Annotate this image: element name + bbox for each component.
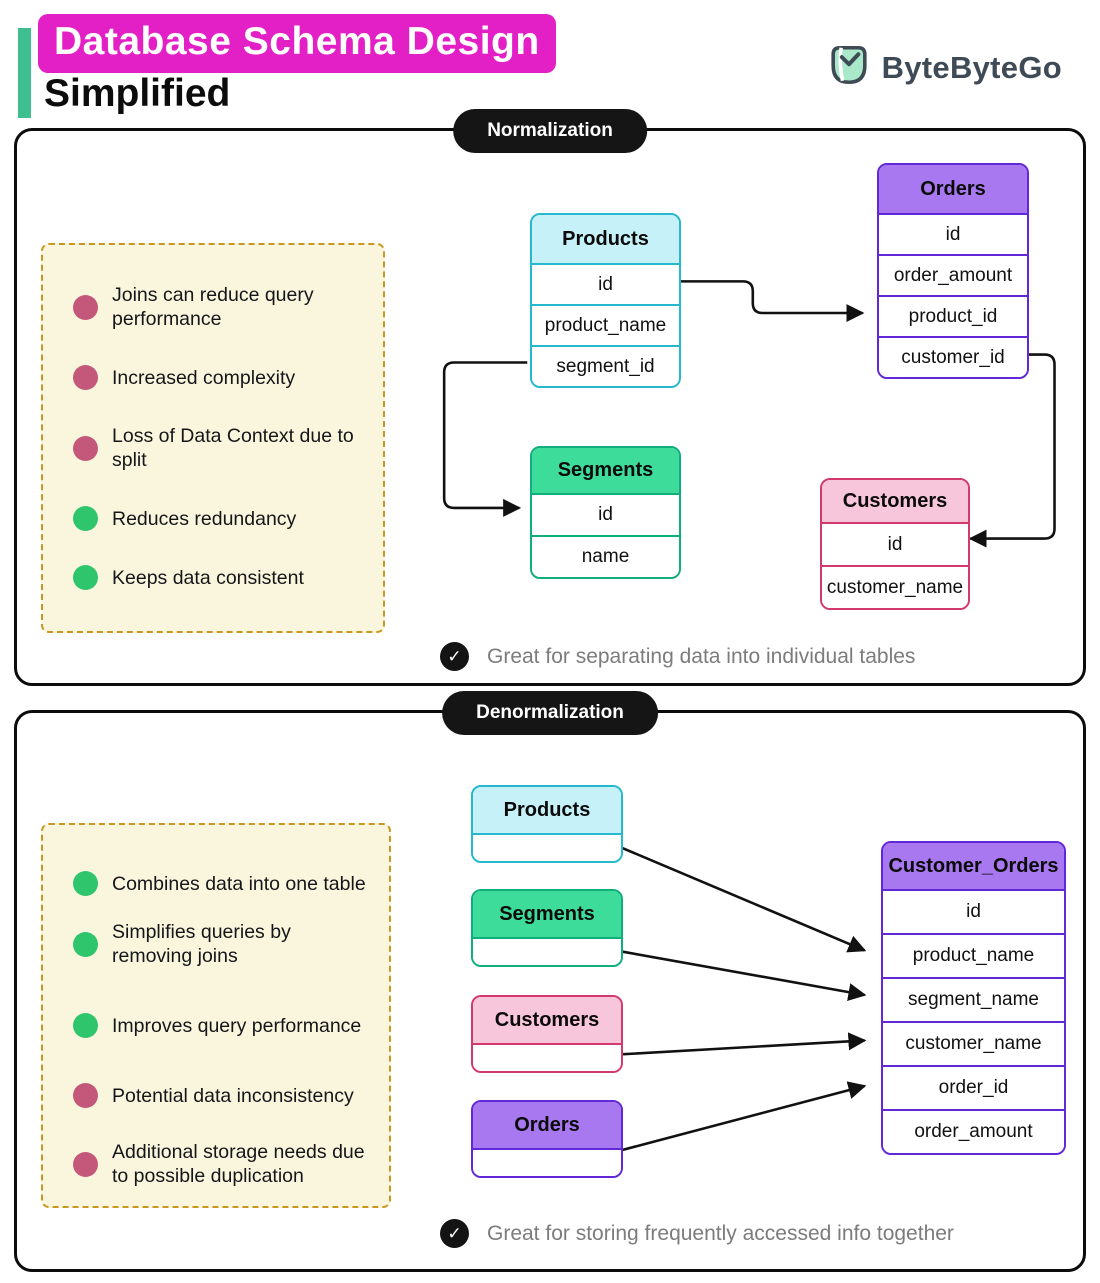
table-row-empty xyxy=(473,1148,621,1176)
list-item xyxy=(73,565,363,590)
brand-logo xyxy=(826,42,1062,93)
table-row: order_amount xyxy=(883,1109,1064,1153)
table-row: order_amount xyxy=(879,254,1027,295)
accent-bar xyxy=(18,28,31,118)
table-title: Customers xyxy=(822,480,968,522)
bytebytego-logo-icon xyxy=(826,42,872,93)
list-item xyxy=(73,1140,369,1188)
table-row: id xyxy=(883,889,1064,933)
point-text: Simplifies queries by removing joins xyxy=(112,921,291,967)
list-item xyxy=(73,424,363,472)
table-title: Products xyxy=(532,215,679,263)
point-text: Potential data inconsistency xyxy=(112,1084,354,1107)
table-products xyxy=(530,213,681,388)
con-bullet-icon xyxy=(73,295,98,320)
list-item xyxy=(73,1083,369,1108)
con-bullet-icon xyxy=(73,365,98,390)
point-text: Joins can reduce query performance xyxy=(112,284,314,330)
page-subtitle: Simplified xyxy=(44,72,231,115)
list-item xyxy=(73,283,363,331)
panel-footer xyxy=(440,1219,954,1248)
pro-bullet-icon xyxy=(73,565,98,590)
table-row: segment_id xyxy=(532,345,679,386)
source-table-products xyxy=(471,785,623,863)
table-row: id xyxy=(879,213,1027,254)
table-row: customer_id xyxy=(879,336,1027,377)
brand-name: ByteByteGo xyxy=(881,49,1062,85)
point-text: Improves query performance xyxy=(112,1014,362,1037)
table-customers xyxy=(820,478,970,610)
con-bullet-icon xyxy=(73,436,98,461)
table-customer-orders xyxy=(881,841,1066,1155)
list-item xyxy=(73,871,369,896)
point-text: Reduces redundancy xyxy=(112,507,297,530)
table-row: name xyxy=(532,535,679,577)
con-bullet-icon xyxy=(73,1152,98,1177)
pro-bullet-icon xyxy=(73,871,98,896)
table-row-empty xyxy=(473,937,621,965)
table-row: segment_name xyxy=(883,977,1064,1021)
denormalization-pill: Denormalization xyxy=(442,691,658,735)
footer-text: Great for separating data into individual tables xyxy=(487,644,916,668)
table-title: Orders xyxy=(473,1102,621,1148)
denormalization-pros-cons-box xyxy=(41,823,391,1208)
point-text: Increased complexity xyxy=(112,366,296,389)
pro-bullet-icon xyxy=(73,932,98,957)
list-item xyxy=(73,920,369,968)
table-segments xyxy=(530,446,681,579)
check-icon: ✓ xyxy=(440,642,469,671)
panel-footer xyxy=(440,642,915,671)
table-row: id xyxy=(532,493,679,535)
table-row: id xyxy=(822,522,968,565)
point-text: Loss of Data Context due to split xyxy=(112,425,354,471)
table-row: product_name xyxy=(883,933,1064,977)
table-row-empty xyxy=(473,1043,621,1071)
table-title: Products xyxy=(473,787,621,833)
con-bullet-icon xyxy=(73,1083,98,1108)
table-title: Orders xyxy=(879,165,1027,213)
table-row: customer_name xyxy=(883,1021,1064,1065)
point-text: Keeps data consistent xyxy=(112,566,304,589)
table-row: product_name xyxy=(532,304,679,345)
list-item xyxy=(73,506,363,531)
point-text: Additional storage needs due to possible duplication xyxy=(112,1141,365,1187)
table-row: product_id xyxy=(879,295,1027,336)
normalization-pros-cons-box xyxy=(41,243,385,633)
table-row: customer_name xyxy=(822,565,968,608)
point-text: Combines data into one table xyxy=(112,872,366,895)
table-row: order_id xyxy=(883,1065,1064,1109)
list-item xyxy=(73,1013,369,1038)
table-row-empty xyxy=(473,833,621,861)
source-table-segments xyxy=(471,889,623,967)
list-item xyxy=(73,365,363,390)
normalization-panel xyxy=(14,120,1086,686)
pro-bullet-icon xyxy=(73,506,98,531)
table-orders xyxy=(877,163,1029,379)
denormalization-panel xyxy=(14,702,1086,1272)
page-title: Database Schema Design xyxy=(38,14,556,73)
pro-bullet-icon xyxy=(73,1013,98,1038)
check-icon: ✓ xyxy=(440,1219,469,1248)
table-title: Customer_Orders xyxy=(883,843,1064,889)
table-row: id xyxy=(532,263,679,304)
source-table-customers xyxy=(471,995,623,1073)
source-table-orders xyxy=(471,1100,623,1178)
normalization-pill: Normalization xyxy=(453,109,647,153)
table-title: Segments xyxy=(473,891,621,937)
table-title: Customers xyxy=(473,997,621,1043)
table-title: Segments xyxy=(532,448,679,493)
footer-text: Great for storing frequently accessed info together xyxy=(487,1221,954,1245)
